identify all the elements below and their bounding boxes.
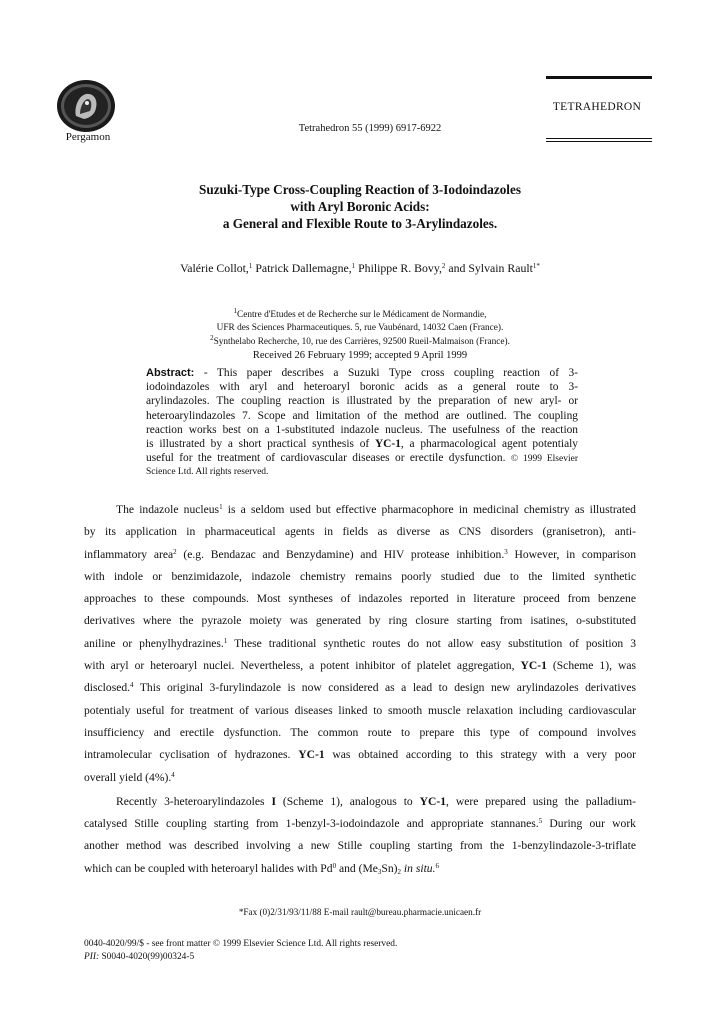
journal-citation: Tetrahedron 55 (1999) 6917-6922	[298, 123, 442, 134]
paragraph-1-line: The indazole nucleus$^1$ is a seldom used but effective pharmacophore in medicinal chemistry as illustrated	[116, 503, 636, 516]
author-list: Valérie Collot,$^1$ Patrick Dallemagne,$^1$ Philippe R. Bovy,$^2$ and Sylvain Rault$^{1*}$	[180, 261, 540, 275]
elsevier-tree-logo	[54, 78, 118, 134]
abstract: Abstract: - This paper describes a Suzuki Type cross coupling reaction of 3- iodoindazoles with aryl and heteroaryl boronic acids as a general route to 3- arylindazoles. The coupling reaction is illustrated by the preparation of new aryl- or heteroarylindazoles 7. Scope and limitation of the method are outlined. The coupling reaction works best on a 1-substituted indazole nucleus. The usefulness of the reaction is illustrated by a short practical synthesis of YC-1, a pharmacological agent potentialy useful for the treatment of cardiovascular diseases or erectile dysfunction. © 1999 Elsevier Science Ltd. All rights reserved.	[146, 367, 578, 478]
paper-title: Suzuki-Type Cross-Coupling Reaction of 3-Iodoindazoles with Aryl Boronic Acids: a General and Flexible Route to 3-Arylindazoles.	[199, 182, 521, 231]
body-text: The indazole nucleus$^1$ is a seldom used but effective pharmacophore in medicinal chemistry as illustrated by its application in pharmaceutical agents in fields as diverse as CNS disorders (granisetron), anti- inflammatory area$^2$ (e.g. Bendazac and Benzydamine) and HIV protease inhibition.$^3$ However, in comparison with indole or benzimidazole, indazole chemistry remains poorly studied due to the limited synthetic approaches to these compounds. Most syntheses of indazoles reported in literature proceed from benzene derivatives where the pyrazole moiety was generated by ring closure starting from isatines, o-substituted aniline or phenylhydrazines.$^1$ These traditional synthetic routes do not allow easy substitution of position 3 with aryl or heteroaryl nuclei. Nevertheless, a potent inhibitor of platelet aggregation, YC-1 (Scheme 1), was disclosed.$^4$ This original 3-furylindazole is now considered as a lead to design new arylindazoles derivatives potentialy useful for treatment of various diseases linked to smooth muscle relaxation including cardiovascular insufficiency and erectile dysfunction. The common route to prepare this type of compound involves intramolecular cyclisation of hydrazones. YC-1 was obtained according to this strategy with a very poor overall yield (4%).$^4$ Recently 3-heteroarylindazoles I (Scheme 1), analogous to YC-1, were prepared using the palladium- catalysed Stille coupling starting from 1-benzyl-3-iodoindazole and appropriate stannanes.$^5$ During our work another method was described involving a new Stille coupling starting from the 1-benzylindazole-3-triflate which can be coupled with heteroaryl halides with Pd$^0$ and $(Me_3Sn)_2$ in situ.$^6$	[84, 499, 636, 880]
publisher-name: Pergamon	[65, 131, 111, 143]
abstract-label: Abstract:	[146, 367, 195, 379]
journal-name: TETRAHEDRON	[552, 101, 642, 113]
header-rule-bottom	[546, 138, 652, 142]
copyright-issn: 0040-4020/99/$ - see front matter © 1999 Elsevier Science Ltd. All rights reserved. PII: S0040-4020(99)00324-5	[84, 939, 398, 962]
received-dates: Received 26 February 1999; accepted 9 April 1999	[252, 350, 468, 361]
paragraph-2-line: Recently 3-heteroarylindazoles I (Scheme 1), analogous to YC-1, were prepared using the palladium-	[116, 794, 637, 808]
affiliations: $^1$Centre d'Etudes et de Recherche sur le Médicament de Normandie, UFR des Sciences Pharmaceutiques. 5, rue Vaubénard, 14032 Caen (France). $^2$Synthelabo Recherche, 10, rue des Carrières, 92500 Rueil-Malmaison (France).	[210, 307, 510, 347]
corresponding-author-footnote: *Fax (0)2/31/93/11/88 E-mail rault@bureau.pharmacie.unicaen.fr	[238, 907, 482, 917]
header-rule-top	[546, 76, 652, 79]
